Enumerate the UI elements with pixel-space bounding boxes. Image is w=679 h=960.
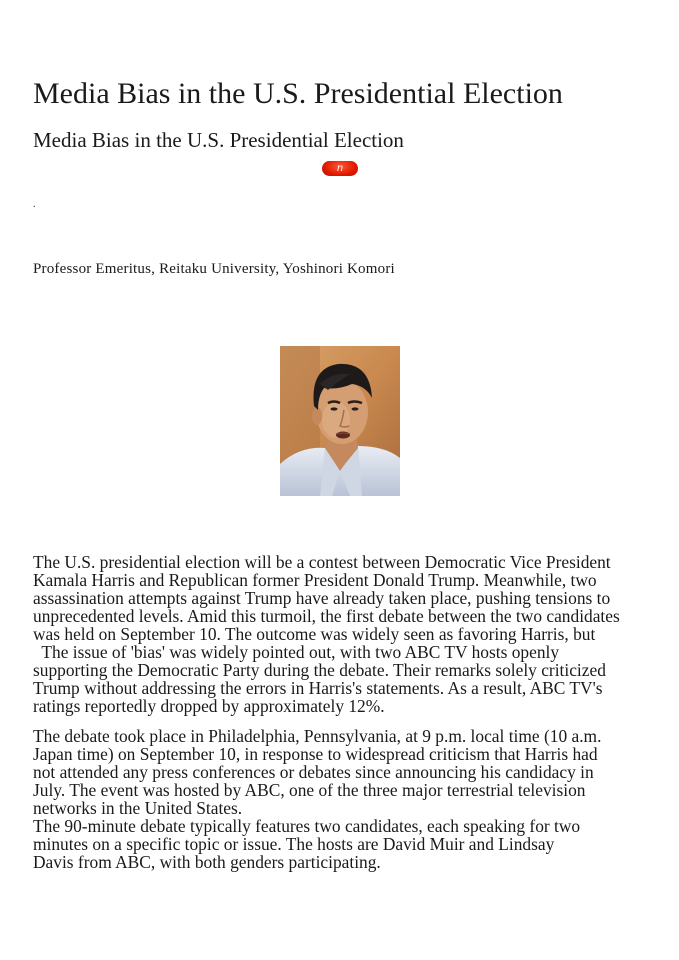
paragraph-2-line: Davis from ABC, with both genders participating. <box>33 852 381 872</box>
paragraph-1-line: was held on September 10. The outcome was widely seen as favoring Harris, but <box>33 624 596 644</box>
article-title: Media Bias in the U.S. Presidential Election <box>33 77 563 110</box>
paragraph-1-line: ratings reportedly dropped by approximately 12%. <box>33 696 385 716</box>
paragraph-2-line: The debate took place in Philadelphia, Pennsylvania, at 9 p.m. local time (10 a.m. <box>33 726 602 746</box>
paragraph-2-line: not attended any press conferences or debates since announcing his candidacy in <box>33 762 594 782</box>
paragraph-1-line: Trump without addressing the errors in Harris's statements. As a result, ABC TV's <box>33 678 603 698</box>
paragraph-1-line: unprecedented levels. Amid this turmoil, the first debate between the two candidates <box>33 606 620 626</box>
paragraph-2-line: The 90-minute debate typically features two candidates, each speaking for two <box>33 816 581 836</box>
paragraph-2-line: minutes on a specific topic or issue. The hosts are David Muir and Lindsay <box>33 834 555 854</box>
paragraph-1-line: The U.S. presidential election will be a contest between Democratic Vice President <box>33 552 611 572</box>
paragraph-1-line: The issue of 'bias' was widely pointed out, with two ABC TV hosts openly <box>33 642 560 662</box>
paragraph-1-line: assassination attempts against Trump have already taken place, pushing tensions to <box>33 588 611 608</box>
paragraph-1-line: Kamala Harris and Republican former President Donald Trump. Meanwhile, two <box>33 570 597 590</box>
author-byline: Professor Emeritus, Reitaku University, Yoshinori Komori <box>33 261 395 277</box>
paragraph-2 <box>33 727 643 871</box>
paragraph-2-line: July. The event was hosted by ABC, one of the three major terrestrial television <box>33 780 586 800</box>
paragraph-2-line: networks in the United States. <box>33 798 243 818</box>
new-badge-icon: n <box>322 161 358 176</box>
paragraph-1-line: supporting the Democratic Party during the debate. Their remarks solely criticized <box>33 660 606 680</box>
article-subtitle: Media Bias in the U.S. Presidential Election <box>33 128 404 152</box>
paragraph-1 <box>33 553 643 715</box>
separator-dot: . <box>33 199 36 210</box>
author-portrait <box>280 346 400 496</box>
paragraph-2-line: Japan time) on September 10, in response to widespread criticism that Harris had <box>33 744 598 764</box>
